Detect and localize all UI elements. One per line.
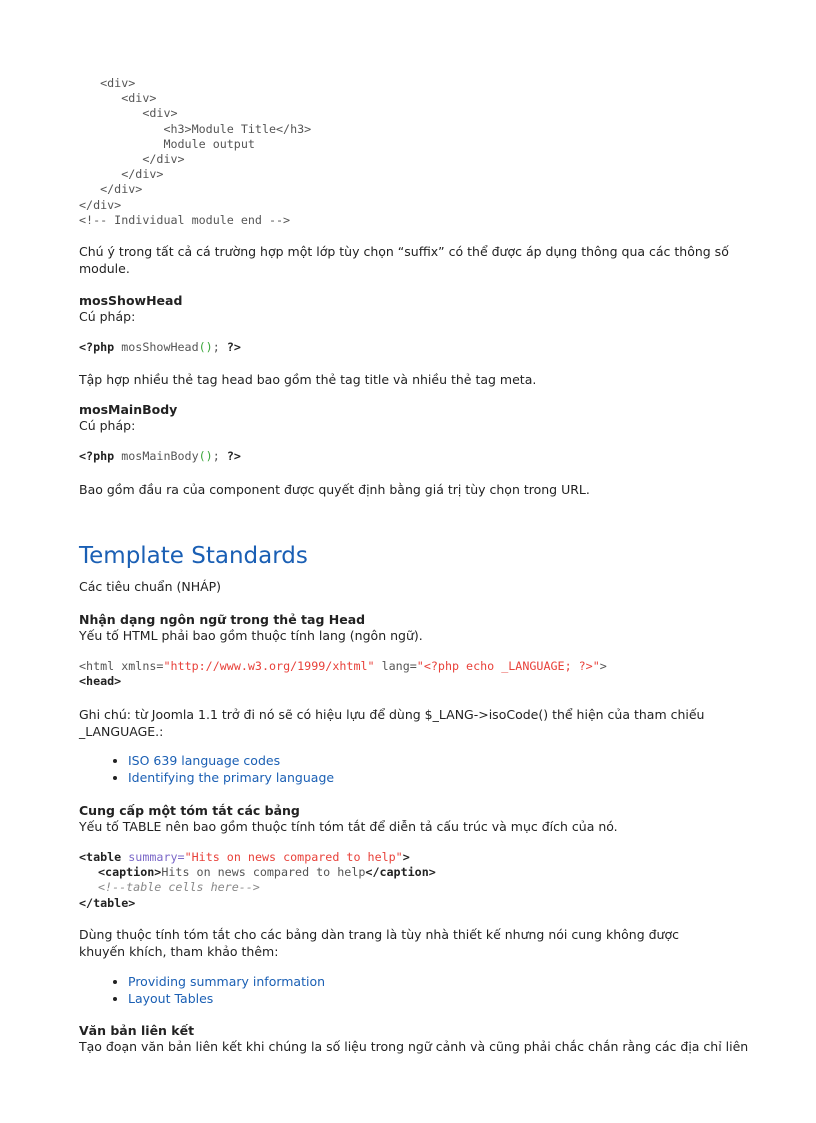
- heading-subtitle: Các tiêu chuẩn (NHÁP): [79, 579, 222, 594]
- section-title-linktext: Văn bản liên kết: [79, 1023, 195, 1038]
- mosshowhead-desc: Tập hợp nhiều thẻ tag head bao gồm thẻ tag title và nhiều thẻ tag meta.: [79, 372, 537, 387]
- code-line: <h3>Module Title</h3>: [79, 121, 312, 136]
- code-tag: </caption>: [365, 865, 436, 880]
- link-iso639[interactable]: ISO 639 language codes: [128, 753, 281, 768]
- semicolon: ;: [212, 449, 220, 463]
- code-comment: <!-- Individual module end -->: [79, 212, 291, 227]
- link-layout-tables[interactable]: Layout Tables: [128, 990, 214, 1006]
- code-line: <div>: [79, 91, 157, 106]
- code-line: <div>: [79, 76, 136, 90]
- page-heading: Template Standards: [79, 543, 308, 569]
- code-string: "Hits on news compared to help": [184, 850, 403, 864]
- code-comment: <!--table cells here-->: [98, 880, 260, 895]
- code-token: >: [599, 659, 607, 673]
- function-name: mosMainBody: [114, 449, 199, 463]
- function-name: mosShowHead: [114, 340, 199, 354]
- syntax-label: Cú pháp:: [79, 309, 136, 324]
- summary-desc: Yếu tố TABLE nên bao gồm thuộc tính tóm tắt để diễn tả cấu trúc và mục đích của nó.: [79, 819, 618, 834]
- code-line: Module output: [79, 136, 255, 151]
- mosmainbody-desc: Bao gồm đầu ra của component được quyết định bằng giá trị tùy chọn trong URL.: [79, 482, 590, 497]
- joomla-note: Ghi chú: từ Joomla 1.1 trở đi nó sẽ có hiệu lựu để dùng $_LANG->isoCode() thể hiện của tham chiếu _LANGUAGE.:: [79, 707, 705, 739]
- language-desc: Yếu tố HTML phải bao gồm thuộc tính lang (ngôn ngữ).: [79, 628, 423, 643]
- module-code-block: [79, 76, 311, 228]
- code-line: </div>: [79, 197, 122, 212]
- php-open-tag: <?php: [79, 449, 115, 463]
- code-line: [79, 850, 436, 865]
- code-line: <div>: [79, 106, 178, 121]
- html-lang-code: [79, 659, 607, 689]
- code-line: </div>: [79, 167, 164, 182]
- linktext-desc: Tạo đoạn văn bản liên kết khi chúng la số liệu trong ngữ cảnh và cũng phải chắc chắn rằng các địa chỉ liên: [79, 1039, 749, 1054]
- code-token: <html xmlns=: [79, 659, 164, 673]
- php-close-tag: ?>: [226, 449, 241, 463]
- php-close-tag: ?>: [226, 340, 241, 354]
- code-line: </div>: [79, 182, 143, 197]
- link-primary-language[interactable]: Identifying the primary language: [128, 769, 335, 785]
- code-attr: summary=: [121, 850, 185, 864]
- section-title-language: Nhận dạng ngôn ngữ trong thẻ tag Head: [79, 612, 366, 627]
- summary-links: [79, 974, 325, 1008]
- code-string: "http://www.w3.org/1999/xhtml": [163, 659, 375, 673]
- code-tag: <table: [79, 850, 122, 864]
- suffix-paragraph: Chú ý trong tất cả cá trường hợp một lớp tùy chọn “suffix” có thể được áp dụng thông qua các thông số module.: [79, 244, 729, 276]
- code-line: [79, 865, 436, 880]
- parens: (): [198, 340, 213, 354]
- parens: (): [198, 449, 213, 463]
- code-string: "<?php echo _LANGUAGE; ?>": [416, 659, 600, 673]
- code-line: </div>: [79, 152, 185, 167]
- list-item: [128, 770, 334, 787]
- semicolon: ;: [212, 340, 220, 354]
- list-item: [128, 753, 334, 770]
- summary-note: Dùng thuộc tính tóm tắt cho các bảng dàn trang là tùy nhà thiết kế nhưng nói cung không được khuyến khích, tham khảo thêm:: [79, 927, 679, 959]
- list-item: [128, 991, 325, 1008]
- section-title-summary: Cung cấp một tóm tắt các bảng: [79, 803, 300, 818]
- mosmainbody-code: [79, 449, 241, 464]
- section-title-mosshowhead: mosShowHead: [79, 293, 183, 308]
- php-open-tag: <?php: [79, 340, 115, 354]
- table-summary-code: [79, 850, 436, 911]
- list-item: [128, 974, 325, 991]
- code-head-tag: <head>: [79, 674, 122, 689]
- syntax-label: Cú pháp:: [79, 418, 136, 433]
- mosshowhead-code: [79, 340, 241, 355]
- language-links: [79, 753, 334, 787]
- link-providing-summary[interactable]: Providing summary information: [128, 974, 326, 989]
- code-tag: </table>: [79, 895, 136, 910]
- code-text: Hits on news compared to help: [161, 865, 366, 880]
- code-line: [79, 659, 607, 674]
- code-tag: >: [402, 850, 410, 864]
- code-tag: <caption>: [98, 865, 162, 880]
- section-title-mosmainbody: mosMainBody: [79, 402, 178, 417]
- code-token: lang=: [374, 659, 417, 673]
